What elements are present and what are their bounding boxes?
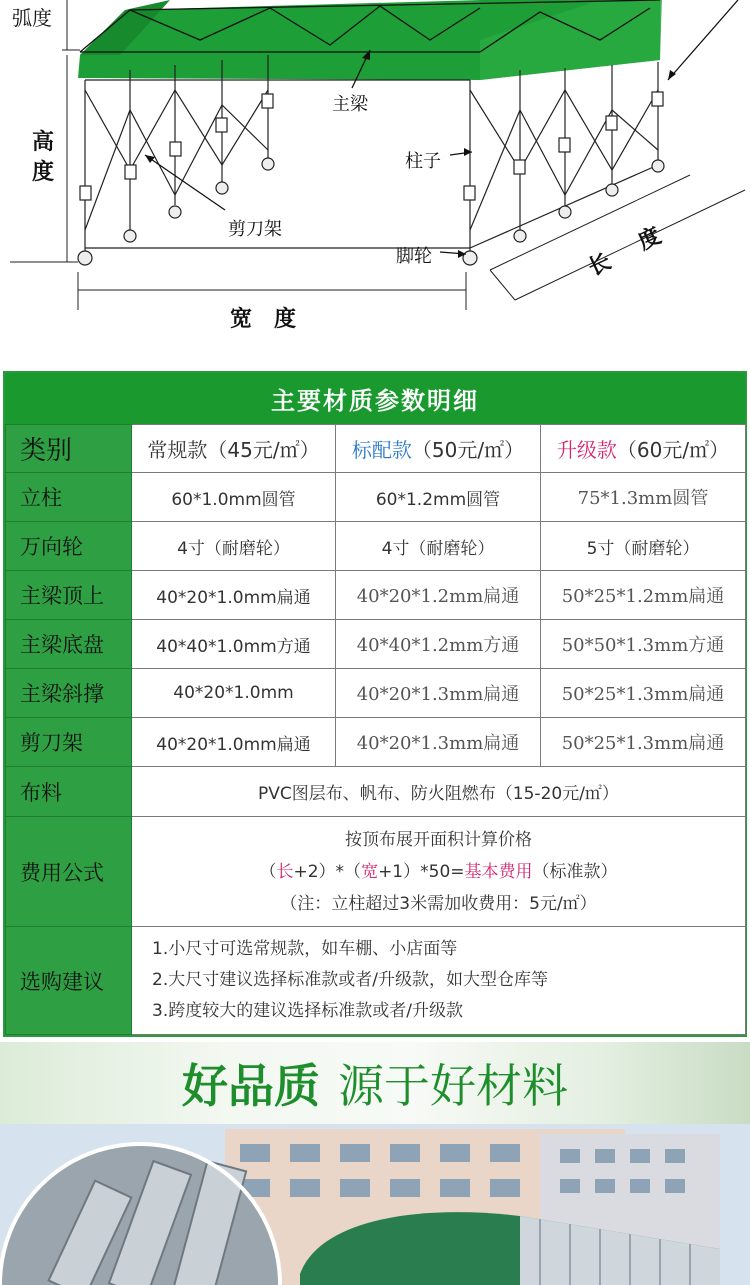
height-label-2: 度 xyxy=(31,160,54,185)
regular-name: 常规款 xyxy=(147,438,208,462)
row-label: 立柱 xyxy=(6,473,132,522)
cost-row xyxy=(6,817,746,927)
length-label-2: 度 xyxy=(634,223,666,256)
tent-drawing xyxy=(0,0,750,348)
standard-tag: （标准款） xyxy=(532,861,618,882)
base-cost-term: 基本费用 xyxy=(464,861,533,882)
caster-label: 脚轮 xyxy=(396,246,432,267)
length-label-1: 长 xyxy=(584,249,616,282)
height-label-1: 高 xyxy=(31,130,54,155)
upgrade-cell: 50*50*1.3mm方通 xyxy=(541,620,746,669)
standard-header xyxy=(336,425,541,473)
cost-formula xyxy=(132,817,746,927)
regular-cell: 40*40*1.0mm方通 xyxy=(132,620,336,669)
paren-open: （ xyxy=(259,861,277,882)
row-label: 主梁顶上 xyxy=(6,571,132,620)
width-label: 宽 度 xyxy=(230,307,297,332)
standard-name: 标配款 xyxy=(351,438,412,462)
advice-row xyxy=(6,927,746,1035)
scissor-label: 剪刀架 xyxy=(228,219,282,240)
regular-cell: 40*20*1.0mm扁通 xyxy=(132,571,336,620)
category-header: 类别 xyxy=(6,425,132,473)
upgrade-cell: 50*25*1.2mm扁通 xyxy=(541,571,746,620)
arc-label: 弧度 xyxy=(12,6,52,30)
standard-price: （50元/㎡） xyxy=(411,438,525,462)
regular-header xyxy=(132,425,336,473)
row-label: 万向轮 xyxy=(6,522,132,571)
upgrade-cell: 50*25*1.3mm扁通 xyxy=(541,718,746,767)
standard-cell: 4寸（耐磨轮） xyxy=(336,522,541,571)
fabric-row xyxy=(6,767,746,817)
spec-row xyxy=(6,473,746,522)
standard-cell: 40*20*1.3mm扁通 xyxy=(336,669,541,718)
row-label: 主梁斜撑 xyxy=(6,669,132,718)
standard-cell: 40*20*1.2mm扁通 xyxy=(336,571,541,620)
spec-row xyxy=(6,522,746,571)
standard-cell: 40*40*1.2mm方通 xyxy=(336,620,541,669)
paren-mid: +2）*（ xyxy=(293,861,362,882)
upgrade-cell: 75*1.3mm圆管 xyxy=(541,473,746,522)
material-spec-table xyxy=(3,371,747,1037)
paren-end: +1）*50= xyxy=(378,861,465,882)
advice-item: 2.大尺寸建议选择标准款或者/升级款，如大型仓库等 xyxy=(152,970,548,990)
spec-table-title: 主要材质参数明细 xyxy=(5,373,745,424)
warehouse-tent-photo xyxy=(0,1124,750,1285)
quality-banner xyxy=(0,1042,750,1124)
regular-cell: 60*1.0mm圆管 xyxy=(132,473,336,522)
cost-line-3: （注：立柱超过3米需加收费用：5元/㎡） xyxy=(280,893,597,914)
tent-structure-diagram xyxy=(0,0,750,348)
upgrade-header xyxy=(541,425,746,473)
regular-cell: 40*20*1.0mm扁通 xyxy=(132,718,336,767)
advice-label: 选购建议 xyxy=(6,927,132,1035)
banner-bold-text: 好品质 xyxy=(182,1059,320,1113)
standard-cell: 40*20*1.3mm扁通 xyxy=(336,718,541,767)
spec-row xyxy=(6,571,746,620)
upgrade-cell: 5寸（耐磨轮） xyxy=(541,522,746,571)
spec-header-row xyxy=(6,425,746,473)
spec-grid xyxy=(5,424,746,1035)
regular-price: （45元/㎡） xyxy=(207,438,320,462)
regular-cell: 40*20*1.0mm xyxy=(132,669,336,718)
row-label: 主梁底盘 xyxy=(6,620,132,669)
banner-light-text: 源于好材料 xyxy=(338,1059,568,1113)
fabric-value: PVC图层布、帆布、防火阻燃布（15-20元/㎡） xyxy=(132,767,746,817)
advice-item: 1.小尺寸可选常规款，如车棚、小店面等 xyxy=(152,939,458,959)
width-term: 宽 xyxy=(361,861,379,882)
advice-item: 3.跨度较大的建议选择标准款或者/升级款 xyxy=(152,1001,463,1021)
spec-row xyxy=(6,718,746,767)
upgrade-price: （60元/㎡） xyxy=(616,438,730,462)
cost-line-1: 按顶布展开面积计算价格 xyxy=(345,829,532,850)
spec-row xyxy=(6,669,746,718)
length-term: 长 xyxy=(276,861,294,882)
product-photo xyxy=(0,1124,750,1285)
upgrade-cell: 50*25*1.3mm扁通 xyxy=(541,669,746,718)
fabric-label: 布料 xyxy=(6,767,132,817)
row-label: 剪刀架 xyxy=(6,718,132,767)
upgrade-name: 升级款 xyxy=(556,438,617,462)
cost-line-2 xyxy=(132,856,745,888)
cost-label: 费用公式 xyxy=(6,817,132,927)
main-beam-label: 主梁 xyxy=(332,94,368,115)
standard-cell: 60*1.2mm圆管 xyxy=(336,473,541,522)
column-label: 柱子 xyxy=(405,151,441,172)
spec-row xyxy=(6,620,746,669)
regular-cell: 4寸（耐磨轮） xyxy=(132,522,336,571)
advice-list xyxy=(132,927,746,1035)
